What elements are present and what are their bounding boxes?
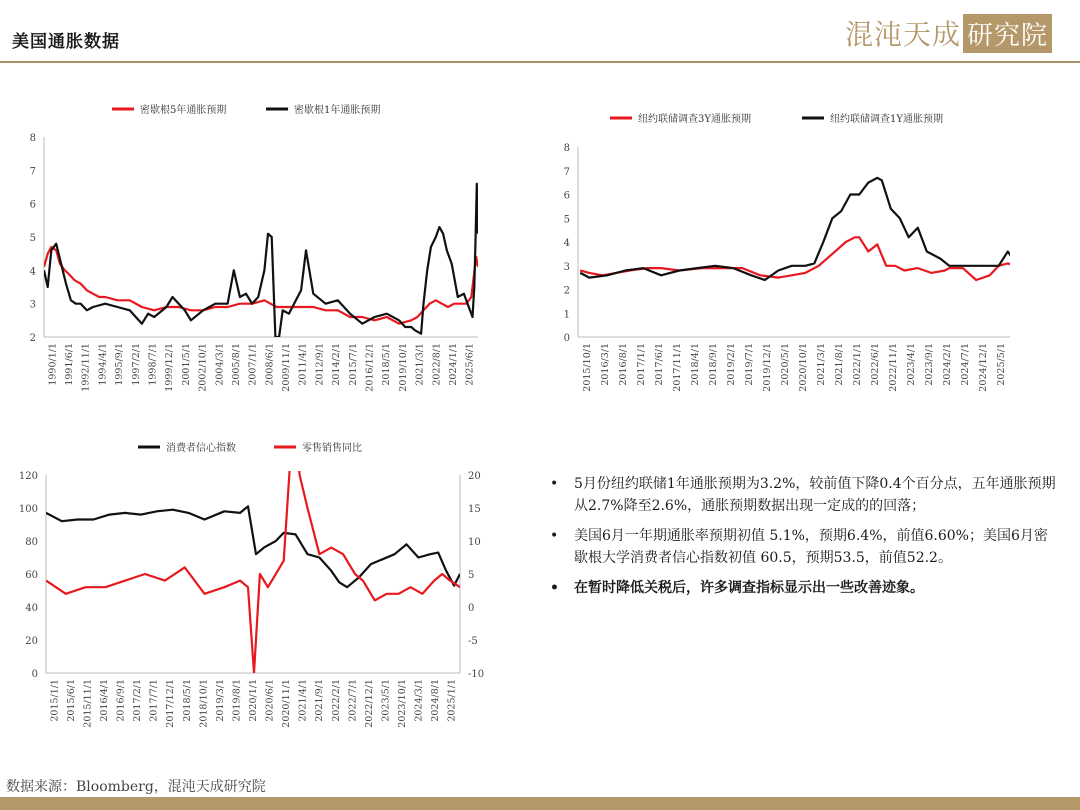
chart-ny-fed-inflation-expectations bbox=[540, 105, 1020, 405]
chart-consumer-sentiment-retail-sales bbox=[0, 435, 520, 765]
x-tick-label: 2018/9/1 bbox=[708, 343, 719, 386]
y-tick-label: 80 bbox=[25, 537, 38, 548]
chart-michigan-inflation-expectations bbox=[0, 95, 500, 405]
series-line bbox=[44, 184, 478, 337]
header bbox=[0, 0, 1080, 62]
x-tick-label: 2016/9/1 bbox=[115, 679, 127, 722]
x-tick-label: 2001/5/1 bbox=[180, 343, 192, 386]
x-tick-label: 2023/9/1 bbox=[924, 343, 935, 386]
commentary-text: 5月份纽约联储1年通胀预期为3.2%，较前值下降0.4个百分点，五年通胀预期从2.7%降至2.6%，通胀预期数据出现一定成的的回落； bbox=[574, 476, 1056, 514]
x-tick-label: 2024/1/1 bbox=[447, 343, 459, 386]
commentary-item bbox=[548, 473, 1058, 517]
y-tick-label: 6 bbox=[563, 190, 570, 202]
x-tick-label: 1997/2/1 bbox=[130, 343, 142, 386]
series-line bbox=[46, 506, 460, 587]
y-tick-label: 8 bbox=[563, 143, 570, 154]
x-tick-label: 2022/8/1 bbox=[431, 343, 443, 386]
x-tick-label: 1999/12/1 bbox=[164, 343, 176, 392]
y2-tick-label: -5 bbox=[468, 636, 478, 647]
y-tick-label: 20 bbox=[25, 636, 38, 647]
y-tick-label: 7 bbox=[29, 166, 36, 178]
x-tick-label: 2018/4/1 bbox=[690, 343, 701, 386]
x-tick-label: 2021/8/1 bbox=[834, 343, 845, 386]
footer-bar bbox=[0, 797, 1080, 810]
series-group bbox=[46, 435, 460, 673]
x-tick-label: 2020/10/1 bbox=[798, 343, 809, 392]
x-tick-label: 2009/11/1 bbox=[281, 343, 293, 392]
commentary-list bbox=[548, 473, 1058, 607]
x-tick-label: 2020/6/1 bbox=[264, 679, 276, 722]
page-title: 美国通胀数据 bbox=[12, 32, 120, 52]
x-tick-label: 2021/9/1 bbox=[314, 679, 326, 722]
x-tick-label: 2015/1/1 bbox=[49, 679, 61, 722]
y-tick-label: 3 bbox=[29, 299, 36, 311]
x-tick-label: 2016/8/1 bbox=[618, 343, 629, 386]
x-tick-label: 2005/8/1 bbox=[230, 343, 242, 386]
y-tick-label: 60 bbox=[25, 570, 38, 581]
x-tick-label: 2019/12/1 bbox=[762, 343, 773, 392]
x-tick-label: 2024/7/1 bbox=[960, 343, 971, 386]
y2-tick-label: 0 bbox=[468, 603, 475, 614]
bullet-dot: • bbox=[550, 580, 559, 596]
y-tick-label: 0 bbox=[563, 333, 570, 344]
x-tick-label: 2019/10/1 bbox=[397, 343, 409, 392]
y-tick-label: 5 bbox=[563, 214, 570, 226]
x-tick-label: 2019/7/1 bbox=[744, 343, 755, 386]
brand-logo bbox=[845, 14, 1052, 52]
x-tick-label: 2022/1/1 bbox=[852, 343, 863, 386]
x-tick-label: 2017/1/1 bbox=[636, 343, 647, 386]
x-tick-label: 2024/2/1 bbox=[942, 343, 953, 386]
x-tick-label: 2015/7/1 bbox=[347, 343, 359, 386]
header-divider bbox=[0, 61, 1080, 63]
x-tick-label: 2024/8/1 bbox=[430, 679, 442, 722]
x-tick-label: 2021/3/1 bbox=[414, 343, 426, 386]
legend-label: 消费者信心指数 bbox=[166, 443, 236, 454]
logo-text: 混沌天成 bbox=[845, 18, 962, 51]
commentary-item bbox=[548, 525, 1058, 569]
x-tick-label: 2012/9/1 bbox=[314, 343, 326, 386]
x-tick-label: 1990/1/1 bbox=[47, 343, 59, 386]
y2-tick-label: -10 bbox=[468, 669, 485, 680]
x-tick-label: 2024/3/1 bbox=[413, 679, 425, 722]
x-tick-label: 2022/6/1 bbox=[870, 343, 881, 386]
x-tick-label: 2017/2/1 bbox=[132, 679, 144, 722]
series-line bbox=[580, 237, 1014, 280]
x-tick-label: 1998/7/1 bbox=[147, 343, 159, 386]
x-tick-label: 2023/5/1 bbox=[380, 679, 392, 722]
x-tick-label: 2014/2/1 bbox=[331, 343, 343, 386]
x-tick-label: 2007/1/1 bbox=[247, 343, 259, 386]
legend-label: 密歇根1年通胀预期 bbox=[294, 105, 381, 116]
y-tick-label: 1 bbox=[563, 309, 570, 321]
legend-label: 纽约联储调查3Y通胀预期 bbox=[638, 114, 751, 125]
y-tick-label: 4 bbox=[563, 238, 570, 249]
x-tick-label: 2008/6/1 bbox=[264, 343, 276, 386]
y2-tick-label: 10 bbox=[468, 537, 481, 548]
x-tick-label: 2019/8/1 bbox=[231, 679, 243, 722]
series-line bbox=[580, 178, 1014, 280]
y-tick-label: 8 bbox=[29, 133, 36, 144]
x-tick-label: 1994/4/1 bbox=[97, 343, 109, 386]
bullet-dot: • bbox=[550, 476, 559, 492]
x-tick-label: 2025/1/1 bbox=[446, 679, 458, 722]
x-tick-label: 2025/6/1 bbox=[464, 342, 476, 386]
y-tick-label: 7 bbox=[563, 166, 570, 178]
y-tick-label: 4 bbox=[29, 266, 36, 278]
logo-text-boxed: 研究院 bbox=[963, 14, 1052, 53]
x-tick-label: 2019/3/1 bbox=[214, 679, 226, 722]
y-tick-label: 3 bbox=[563, 261, 570, 273]
x-tick-label: 2017/7/1 bbox=[148, 679, 160, 722]
commentary-text: 在暂时降低关税后，许多调查指标显示出一些改善迹象。 bbox=[574, 580, 924, 596]
series-line bbox=[46, 435, 460, 673]
x-tick-label: 2017/12/1 bbox=[165, 679, 177, 728]
y-tick-label: 6 bbox=[29, 199, 36, 211]
x-tick-label: 1995/9/1 bbox=[114, 343, 126, 386]
commentary-item bbox=[548, 577, 1058, 599]
y-tick-label: 2 bbox=[29, 333, 36, 344]
x-tick-label: 1991/6/1 bbox=[64, 343, 76, 386]
x-tick-label: 2011/4/1 bbox=[297, 343, 309, 386]
y-tick-label: 40 bbox=[25, 603, 38, 614]
x-tick-label: 2016/12/1 bbox=[364, 343, 376, 392]
legend-label: 纽约联储调查1Y通胀预期 bbox=[830, 114, 943, 125]
series-group bbox=[44, 184, 478, 337]
x-tick-label: 2018/5/1 bbox=[381, 343, 393, 386]
y2-tick-label: 15 bbox=[468, 504, 481, 515]
series-group bbox=[580, 178, 1014, 280]
y-tick-label: 100 bbox=[18, 504, 38, 515]
x-tick-label: 2023/4/1 bbox=[906, 343, 917, 386]
x-tick-label: 2022/2/1 bbox=[330, 679, 342, 722]
x-tick-label: 2016/4/1 bbox=[98, 679, 110, 722]
x-tick-label: 2022/12/1 bbox=[363, 679, 375, 728]
x-tick-label: 2016/3/1 bbox=[600, 343, 611, 386]
y-tick-label: 120 bbox=[18, 471, 38, 482]
x-tick-label: 2024/12/1 bbox=[978, 343, 989, 392]
x-tick-label: 2021/4/1 bbox=[297, 679, 309, 722]
x-tick-label: 2021/3/1 bbox=[816, 343, 827, 386]
x-tick-label: 2022/11/1 bbox=[888, 343, 899, 392]
x-tick-label: 2025/5/1 bbox=[996, 343, 1007, 386]
x-tick-label: 2018/10/1 bbox=[198, 679, 210, 728]
x-tick-label: 2020/1/1 bbox=[248, 679, 259, 722]
legend-label: 零售销售同比 bbox=[302, 443, 362, 454]
x-tick-label: 2023/10/1 bbox=[397, 679, 409, 728]
x-tick-label: 2020/5/1 bbox=[780, 343, 791, 386]
y-tick-label: 2 bbox=[563, 285, 570, 297]
x-tick-label: 2015/11/1 bbox=[82, 679, 94, 728]
y-tick-label: 0 bbox=[31, 669, 38, 680]
y2-tick-label: 20 bbox=[468, 471, 481, 482]
x-tick-label: 2015/10/1 bbox=[582, 343, 593, 392]
x-tick-label: 2019/2/1 bbox=[726, 343, 737, 386]
x-tick-label: 2015/6/1 bbox=[65, 679, 77, 722]
x-tick-label: 1992/11/1 bbox=[80, 343, 92, 392]
y2-tick-label: 5 bbox=[468, 570, 475, 581]
x-tick-label: 2004/3/1 bbox=[214, 343, 226, 386]
x-tick-label: 2018/5/1 bbox=[181, 679, 193, 722]
y-tick-label: 5 bbox=[29, 233, 36, 244]
x-tick-label: 2017/11/1 bbox=[672, 343, 683, 392]
x-tick-label: 2020/11/1 bbox=[281, 679, 293, 728]
x-tick-label: 2022/7/1 bbox=[347, 679, 359, 722]
source-note: 数据来源：Bloomberg，混沌天成研究院 bbox=[6, 779, 266, 795]
legend-label: 密歇根5年通胀预期 bbox=[140, 105, 227, 116]
x-tick-label: 2002/10/1 bbox=[197, 343, 209, 392]
x-tick-label: 2017/6/1 bbox=[654, 343, 665, 386]
bullet-dot: • bbox=[550, 528, 559, 544]
commentary-text: 美国6月一年期通胀率预期初值 5.1%，预期6.4%，前值6.60%；美国6月密歇根大学消费者信心指数初值 60.5，预期53.5，前值52.2。 bbox=[574, 528, 1048, 566]
